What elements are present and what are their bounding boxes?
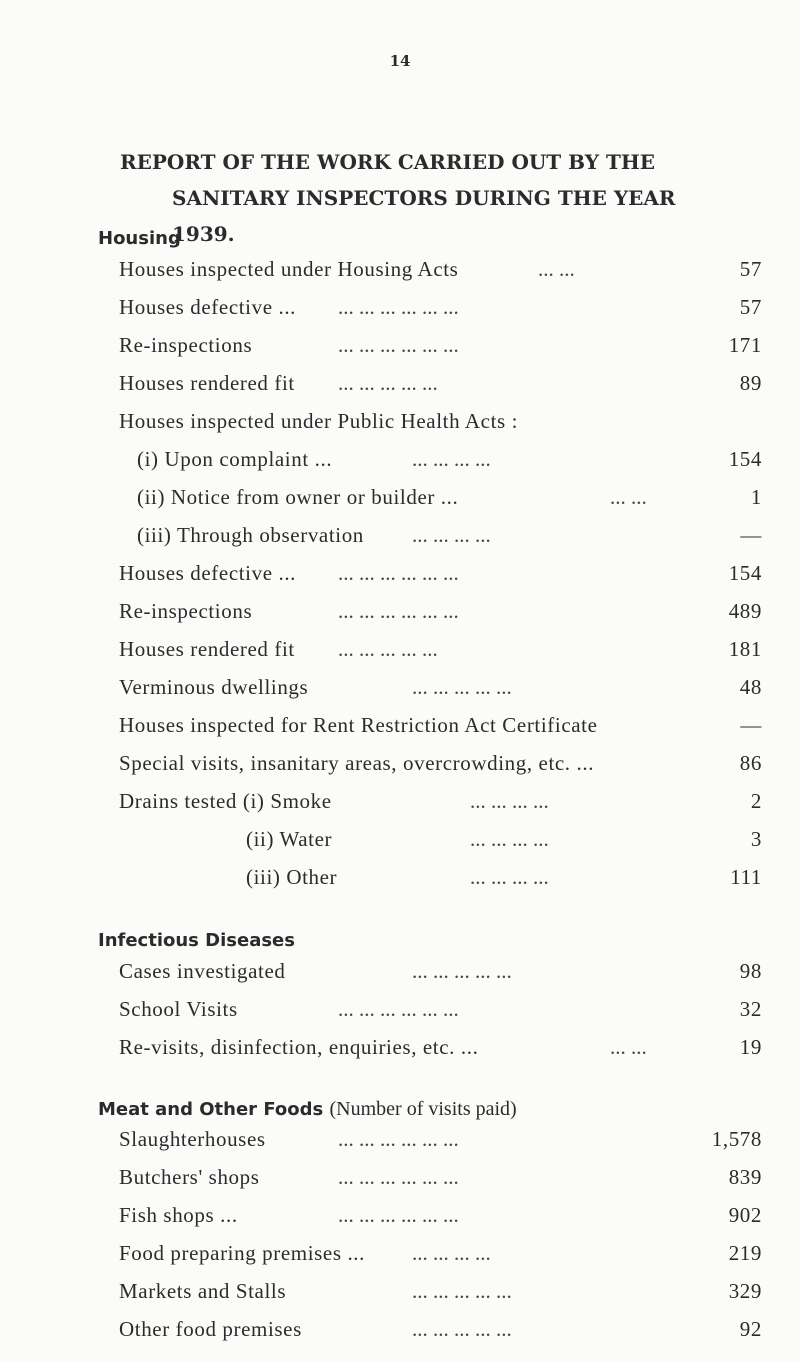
row-label: Special visits, insanitary areas, overcrowding, etc. ...	[119, 751, 595, 775]
row-value: 329	[728, 1279, 762, 1303]
row-value: 32	[739, 997, 762, 1021]
row-leader: ... ... ... ... ... ...	[338, 333, 459, 357]
row-leader: ... ... ... ...	[470, 865, 549, 889]
table-row	[0, 295, 800, 333]
row-label: Houses defective ...	[119, 561, 297, 585]
row-label: Houses inspected under Public Health Acts :	[119, 409, 519, 433]
row-value: 89	[739, 371, 762, 395]
table-row	[0, 675, 800, 713]
row-label: Re-inspections	[119, 599, 253, 623]
row-value: 489	[728, 599, 762, 623]
row-leader: ... ... ... ...	[412, 523, 491, 547]
report-title-line-2: SANITARY INSPECTORS DURING THE YEAR 1939.	[172, 186, 676, 246]
table-row	[0, 257, 800, 295]
table-row	[0, 561, 800, 599]
row-label: Houses defective ...	[119, 295, 297, 319]
row-leader: ... ...	[610, 1035, 647, 1059]
row-label: Houses inspected for Rent Restriction Act Certificate	[119, 713, 598, 737]
row-leader: ... ... ... ...	[470, 827, 549, 851]
row-label: (iii) Through observation	[137, 523, 364, 547]
table-row	[0, 1317, 800, 1355]
row-label: Verminous dwellings	[119, 675, 309, 699]
table-row	[0, 827, 800, 865]
page-number: 14	[389, 52, 411, 70]
row-leader: ... ... ... ... ...	[412, 675, 512, 699]
table-row	[0, 333, 800, 371]
table-row	[0, 997, 800, 1035]
row-value: 92	[739, 1317, 762, 1341]
row-label: Butchers' shops	[119, 1165, 260, 1189]
row-leader: ... ... ... ...	[470, 789, 549, 813]
table-row	[0, 599, 800, 637]
row-value: —	[740, 713, 762, 737]
table-row	[0, 959, 800, 997]
row-value: 1	[750, 485, 762, 509]
row-leader: ... ... ... ... ... ...	[338, 1203, 459, 1227]
row-value: 902	[728, 1203, 762, 1227]
table-row	[0, 1279, 800, 1317]
table-row	[0, 1241, 800, 1279]
table-row	[0, 1165, 800, 1203]
table-row	[0, 1035, 800, 1073]
row-value: 48	[739, 675, 762, 699]
table-row	[0, 751, 800, 789]
row-value: 154	[728, 561, 762, 585]
row-leader: ... ... ... ... ...	[412, 1317, 512, 1341]
row-value: 57	[739, 295, 762, 319]
row-leader: ... ... ... ... ... ...	[338, 1127, 459, 1151]
row-leader: ... ... ... ... ...	[338, 371, 438, 395]
row-leader: ... ... ... ...	[412, 447, 491, 471]
table-row	[0, 447, 800, 485]
row-value: 98	[739, 959, 762, 983]
row-label: Drains tested (i) Smoke	[119, 789, 332, 813]
row-leader: ... ... ... ... ...	[338, 637, 438, 661]
table-row	[0, 523, 800, 561]
row-value: —	[740, 523, 762, 547]
row-label: Houses inspected under Housing Acts	[119, 257, 459, 281]
row-value: 111	[730, 865, 762, 889]
row-value: 181	[728, 637, 762, 661]
row-label: (iii) Other	[246, 865, 338, 889]
table-row	[0, 865, 800, 903]
row-leader: ... ... ... ... ... ...	[338, 599, 459, 623]
report-title-line-1: REPORT OF THE WORK CARRIED OUT BY THE	[120, 150, 655, 174]
row-leader: ... ... ... ... ...	[412, 959, 512, 983]
row-leader: ... ... ... ... ... ...	[338, 295, 459, 319]
table-row	[0, 1203, 800, 1241]
row-leader: ... ... ... ... ... ...	[338, 1165, 459, 1189]
row-label: Other food premises	[119, 1317, 302, 1341]
row-label: Re-inspections	[119, 333, 253, 357]
housing-heading: Housing	[98, 228, 181, 249]
row-label: Food preparing premises ...	[119, 1241, 365, 1265]
row-leader: ... ... ... ...	[412, 1241, 491, 1265]
table-row	[0, 409, 800, 447]
row-label: (ii) Notice from owner or builder ...	[137, 485, 459, 509]
report-title	[120, 144, 740, 252]
table-row	[0, 637, 800, 675]
row-label: Fish shops ...	[119, 1203, 238, 1227]
row-value: 57	[739, 257, 762, 281]
row-value: 3	[750, 827, 762, 851]
row-label: (i) Upon complaint ...	[137, 447, 333, 471]
table-row	[0, 371, 800, 409]
meat-and-other-foods-heading	[98, 1098, 517, 1121]
table-row	[0, 1127, 800, 1165]
row-value: 1,578	[711, 1127, 762, 1151]
row-value: 839	[728, 1165, 762, 1189]
row-value: 19	[739, 1035, 762, 1059]
row-leader: ... ... ... ... ...	[412, 1279, 512, 1303]
table-row	[0, 789, 800, 827]
row-leader: ... ... ... ... ... ...	[338, 561, 459, 585]
row-leader: ... ...	[538, 257, 575, 281]
row-leader: ... ... ... ... ... ...	[338, 997, 459, 1021]
row-label: (ii) Water	[246, 827, 333, 851]
row-value: 86	[739, 751, 762, 775]
row-leader: ... ...	[610, 485, 647, 509]
meat-heading-note: (Number of visits paid)	[329, 1098, 517, 1120]
row-value: 171	[728, 333, 762, 357]
row-label: School Visits	[119, 997, 238, 1021]
row-label: Slaughterhouses	[119, 1127, 266, 1151]
table-row	[0, 713, 800, 751]
meat-heading-text: Meat and Other Foods	[98, 1099, 324, 1120]
row-label: Houses rendered fit	[119, 637, 295, 661]
row-label: Markets and Stalls	[119, 1279, 287, 1303]
row-label: Houses rendered fit	[119, 371, 295, 395]
row-value: 2	[750, 789, 762, 813]
infectious-diseases-heading: Infectious Diseases	[98, 930, 295, 951]
row-value: 154	[728, 447, 762, 471]
row-label: Re-visits, disinfection, enquiries, etc. ...	[119, 1035, 479, 1059]
row-value: 219	[728, 1241, 762, 1265]
row-label: Cases investigated	[119, 959, 286, 983]
table-row	[0, 485, 800, 523]
